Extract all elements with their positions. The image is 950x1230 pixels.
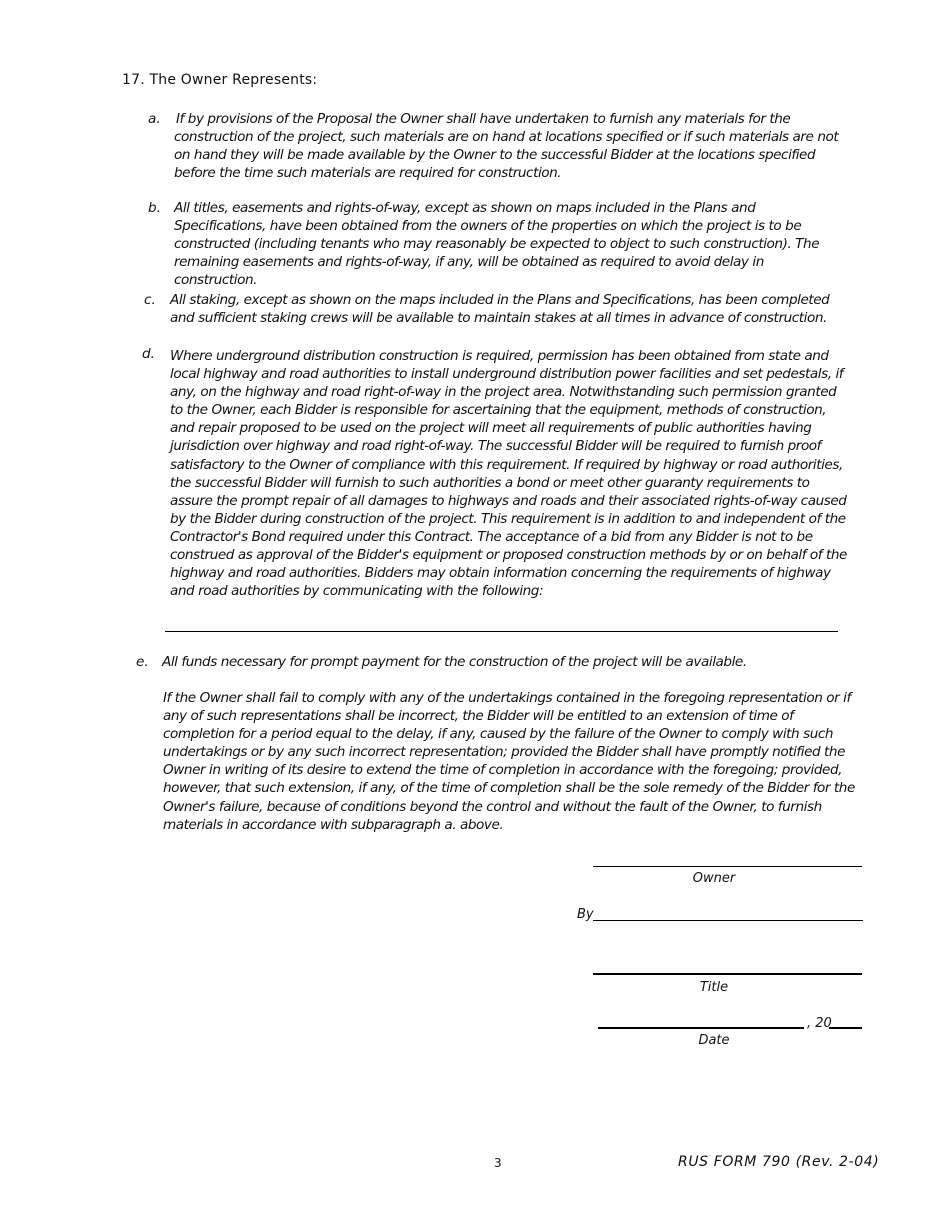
item-c-marker: c. <box>144 292 156 308</box>
year-prefix: , 20 <box>807 1016 832 1031</box>
page-number: 3 <box>494 1156 502 1170</box>
item-e-text: All funds necessary for prompt payment for the construction of the project will be available. <box>162 654 747 670</box>
owner-label: Owner <box>692 871 736 886</box>
owner-signature-line[interactable] <box>593 866 862 867</box>
year-line[interactable] <box>829 1027 862 1029</box>
item-e-marker: e. <box>136 654 149 670</box>
title-label: Title <box>699 980 729 995</box>
item-c-text: All staking, except as shown on the maps included in the Plans and Specifications, has been completed and sufficient staking crews will be available to maintain stakes at all times in advance of construction. <box>170 292 830 327</box>
item-a-text: If by provisions of the Proposal the Owner shall have undertaken to furnish any materials for the construction of the project, such materials are on hand at locations specified or if such materials are not on hand they will be made available by the Owner to the successful Bidder at the locations specified before the time such materials are required for construction. <box>174 111 839 182</box>
item-d-marker: d. <box>142 346 155 362</box>
by-signature-line[interactable] <box>593 920 863 921</box>
date-line[interactable] <box>598 1027 804 1029</box>
date-label: Date <box>698 1033 730 1048</box>
item-d-text: Where underground distribution construction is required, permission has been obtained from state and local highway and road authorities to install underground distribution power facilities and set pedestals, if any, on the highway and road right-of-way in the project area. Notwithstanding such permission granted to the Owner, each Bidder is responsible for ascertaining that the equipment, methods of construction, and repair proposed to be used on the project will meet all requirements of public authorities having jurisdiction over highway and road right-of-way. The successful Bidder will be required to furnish proof satisfactory to the Owner of compliance with this requirement. If required by highway or road authorities, the successful Bidder will furnish to such authorities a bond or meet other guaranty requirements to assure the prompt repair of all damages to highways and roads and their associated rights-of-way caused by the Bidder during construction of the project. This requirement is in addition to and independent of the Contractor's Bond required under this Contract. The acceptance of a bid from any Bidder is not to be construed as approval of the Bidder's equipment or proposed construction methods by or on behalf of the highway and road authorities. Bidders may obtain information concerning the requirements of highway and road authorities by communicating with the following: <box>170 348 847 600</box>
section-heading: 17. The Owner Represents: <box>122 72 318 88</box>
authorities-blank-line[interactable] <box>165 631 838 632</box>
item-a-marker: a. <box>148 111 161 127</box>
item-b-marker: b. <box>148 200 161 216</box>
by-label: By <box>577 907 594 922</box>
form-identifier: RUS FORM 790 (Rev. 2-04) <box>678 1154 880 1170</box>
title-line[interactable] <box>593 973 862 975</box>
closing-paragraph: If the Owner shall fail to comply with any of the undertakings contained in the foregoing representation or if any of such representations shall be incorrect, the Bidder will be entitled to an extension of time of completion for a period equal to the delay, if any, caused by the failure of the Owner to comply with such undertakings or by any such incorrect representation; provided the Bidder shall have promptly notified the Owner in writing of its desire to extend the time of completion in accordance with the foregoing; provided, however, that such extension, if any, of the time of completion shall be the sole remedy of the Bidder for the Owner's failure, because of conditions beyond the control and without the fault of the Owner, to furnish materials in accordance with subparagraph a. above. <box>163 690 855 833</box>
item-b-text: All titles, easements and rights-of-way, except as shown on maps included in the Plans and Specifications, have been obtained from the owners of the properties on which the project is to be constructed (including tenants who may reasonably be expected to object to such construction). The remaining easements and rights-of-way, if any, will be obtained as required to avoid delay in construction. <box>174 200 820 289</box>
